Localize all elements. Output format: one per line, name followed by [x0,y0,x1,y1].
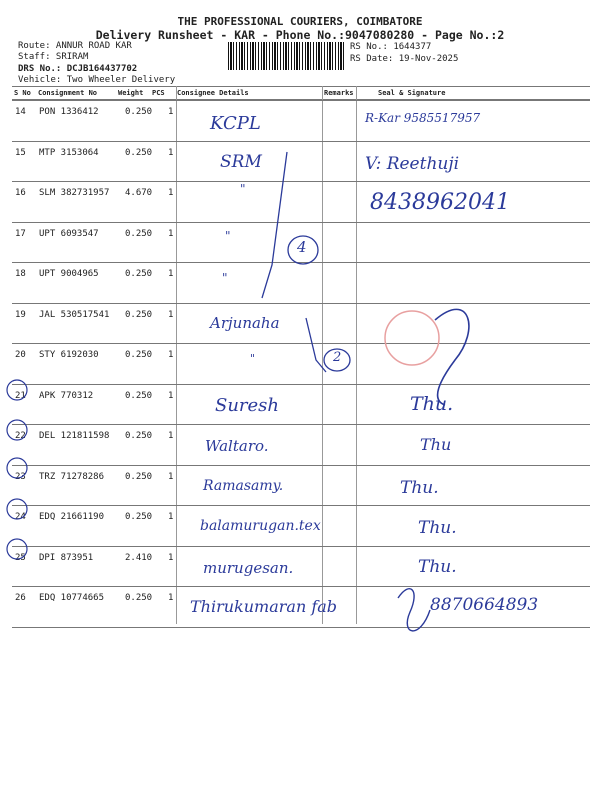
row-weight: 2.410 [125,552,153,563]
row-consignment-no: DEL 121811598 [39,431,110,441]
col-remarks: Remarks [324,89,354,97]
row-signature-handwritten: Thu. [418,556,457,577]
row-signature-handwritten: Thu. [400,477,439,498]
row-sno: 18 [15,269,26,279]
row-weight: 0.250 [125,269,153,279]
row-pcs: 1 [168,350,174,360]
row-consignment-no: APK 770312 [39,390,94,401]
row-weight: 0.250 [125,431,153,441]
row-circle [7,499,27,519]
col-consignee: Consignee Details [177,89,249,97]
signature-scribble [435,309,469,405]
row-circle [7,458,27,478]
col-weight: Weight [118,89,144,97]
col-sno: S No [14,89,31,97]
row-pcs: 1 [168,228,174,239]
row-consignee-handwritten: KCPL [210,113,261,134]
row-weight: 0.250 [125,512,153,522]
row-consignment-no: JAL 530517541 [39,309,110,320]
row-consignee-handwritten: Ramasamy. [203,477,284,494]
row-consignee-handwritten: Suresh [215,394,280,416]
row-sno: 24 [15,512,26,522]
row-pcs: 1 [168,107,174,117]
row-signature-handwritten: 8870664893 [430,595,539,615]
row-consignee-handwritten: " [225,228,231,243]
row-sno: 21 [15,390,26,401]
row-consignment-no: TRZ 71278286 [39,471,105,482]
row-weight: 0.250 [125,471,153,482]
vehicle-label: Vehicle: Two Wheeler Delivery [18,75,176,85]
row-consignee-handwritten: " [222,271,228,285]
row-weight: 0.250 [125,228,153,239]
row-weight: 0.250 [125,390,153,401]
row-consignment-no: EDQ 10774665 [39,593,105,603]
row-signature-handwritten: V: Reethuji [365,153,460,174]
row-consignment-no: UPT 9004965 [39,269,99,279]
row-pcs: 1 [168,431,174,441]
row-sno: 17 [15,228,26,239]
route-label: Route: ANNUR ROAD KAR [18,41,132,51]
row-circle [7,539,27,559]
col-consignment: Consignment No [38,89,98,97]
row-sno: 14 [15,107,26,117]
circle-label-2: 2 [333,350,342,365]
company-title: THE PROFESSIONAL COURIERS, COIMBATORE [177,15,423,28]
row-signature-handwritten: R-Kar 9585517957 [365,111,481,125]
row-pcs: 1 [168,269,174,279]
ditto-line [262,152,287,298]
row-pcs: 1 [168,147,174,158]
row-pcs: 1 [168,471,174,482]
ditto-line [306,318,326,372]
row-circle [7,420,27,440]
runsheet-subtitle: Delivery Runsheet - KAR - Phone No.:9047080280 - Page No.:2 [95,28,505,42]
row-sno: 16 [15,188,26,198]
row-consignment-no: PON 1336412 [39,107,99,117]
row-weight: 0.250 [125,350,153,360]
circle-label-4: 4 [297,238,307,256]
row-consignee-handwritten: " [240,182,246,196]
row-circle [7,380,27,400]
row-consignee-handwritten: Waltaro. [205,437,269,455]
row-weight: 0.250 [125,593,153,603]
row-signature-handwritten: Thu [420,435,452,454]
row-signature-handwritten: Thu. [410,392,454,415]
row-pcs: 1 [168,512,174,522]
row-consignment-no: STY 6192030 [39,350,99,360]
row-consignee-handwritten: balamurugan.tex [200,518,321,534]
col-seal-signature: Seal & Signature [378,89,446,97]
row-pcs: 1 [168,593,174,603]
row-pcs: 1 [168,552,174,563]
row-consignment-no: SLM 382731957 [39,188,110,198]
row-consignee-handwritten: murugesan. [203,558,294,577]
row-weight: 0.250 [125,107,153,117]
row-sno: 15 [15,147,26,158]
row-weight: 0.250 [125,147,153,158]
signature-scribble [398,589,430,631]
row-consignment-no: EDQ 21661190 [39,512,105,522]
row-sno: 23 [15,471,26,482]
row-pcs: 1 [168,188,174,198]
row-consignee-handwritten: Arjunaha [210,313,280,332]
row-weight: 0.250 [125,309,153,320]
row-sno: 19 [15,309,26,320]
row-consignment-no: DPI 873951 [39,552,94,563]
seal-stamp [385,311,439,365]
row-consignment-no: UPT 6093547 [39,228,99,239]
staff-label: Staff: SRIRAM [18,52,89,62]
row-pcs: 1 [168,309,174,320]
row-consignee-handwritten: Thirukumaran fab [190,597,338,616]
rs-no-label: RS No.: 1644377 [350,42,432,52]
row-consignee-handwritten: SRM [220,151,262,172]
row-pcs: 1 [168,390,174,401]
drs-label: DRS No.: DCJB164437702 [18,64,138,74]
row-sno: 20 [15,350,26,360]
row-signature-handwritten: 8438962041 [370,190,510,215]
row-sno: 26 [15,593,26,603]
row-sno: 25 [15,552,26,563]
row-sno: 22 [15,431,26,441]
row-signature-handwritten: Thu. [418,518,457,538]
rs-date-label: RS Date: 19-Nov-2025 [350,54,459,64]
row-weight: 4.670 [125,188,153,198]
row-consignment-no: MTP 3153064 [39,147,99,158]
row-consignee-handwritten: " [250,352,256,365]
col-pcs: PCS [152,89,165,97]
